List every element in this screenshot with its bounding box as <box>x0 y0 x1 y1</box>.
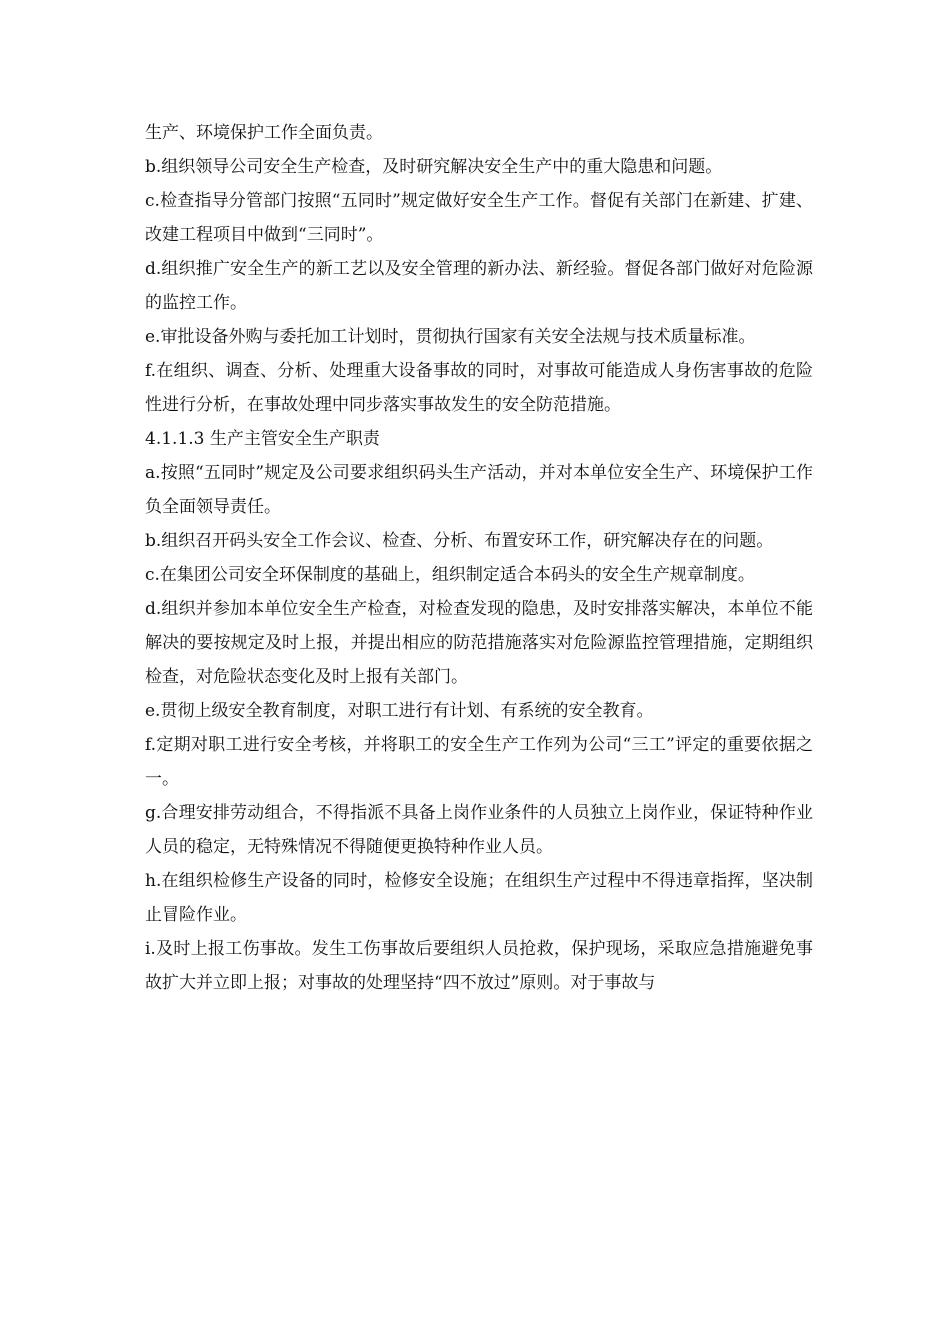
section-item-h: h.在组织检修生产设备的同时，检修安全设施；在组织生产过程中不得违章指挥，坚决制止冒险作业。 <box>145 871 813 925</box>
paragraph-item-e: e.审批设备外购与委托加工计划时，贯彻执行国家有关安全法规与技术质量标准。 <box>145 327 756 347</box>
paragraph-item-f: f.在组织、调查、分析、处理重大设备事故的同时，对事故可能造成人身伤害事故的危险性进行分析，在事故处理中同步落实事故发生的安全防范措施。 <box>145 361 813 415</box>
section-item-g: g.合理安排劳动组合，不得指派不具备上岗作业条件的人员独立上岗作业，保证特种作业人员的稳定，无特殊情况不得随便更换特种作业人员。 <box>145 803 813 857</box>
document-body <box>145 116 813 1000</box>
paragraph-continuation: 生产、环境保护工作全面负责。 <box>145 123 383 143</box>
section-heading: 4.1.1.3 生产主管安全生产职责 <box>145 429 380 449</box>
section-item-d: d.组织并参加本单位安全生产检查，对检查发现的隐患，及时安排落实解决，本单位不能解决的要按规定及时上报，并提出相应的防范措施落实对危险源监控管理措施，定期组织检查，对危险状态变化及时上报有关部门。 <box>145 599 813 687</box>
section-item-c: c.在集团公司安全环保制度的基础上，组织制定适合本码头的安全生产规章制度。 <box>145 565 755 585</box>
section-item-b: b.组织召开码头安全工作会议、检查、分析、布置安环工作，研究解决存在的问题。 <box>145 531 774 551</box>
section-item-e: e.贯彻上级安全教育制度，对职工进行有计划、有系统的安全教育。 <box>145 701 654 721</box>
section-item-i: i.及时上报工伤事故。发生工伤事故后要组织人员抢救，保护现场，采取应急措施避免事故扩大并立即上报；对事故的处理坚持“四不放过”原则。对于事故与 <box>145 939 813 993</box>
section-item-a: a.按照“五同时”规定及公司要求组织码头生产活动，并对本单位安全生产、环境保护工作负全面领导责任。 <box>145 463 813 517</box>
paragraph-item-c: c.检查指导分管部门按照“五同时”规定做好安全生产工作。督促有关部门在新建、扩建、改建工程项目中做到“三同时”。 <box>145 191 813 245</box>
section-item-f: f.定期对职工进行安全考核，并将职工的安全生产工作列为公司“三工”评定的重要依据之一。 <box>145 735 813 789</box>
paragraph-item-b: b.组织领导公司安全生产检查，及时研究解决安全生产中的重大隐患和问题。 <box>145 157 723 177</box>
paragraph-item-d: d.组织推广安全生产的新工艺以及安全管理的新办法、新经验。督促各部门做好对危险源的监控工作。 <box>145 259 813 313</box>
